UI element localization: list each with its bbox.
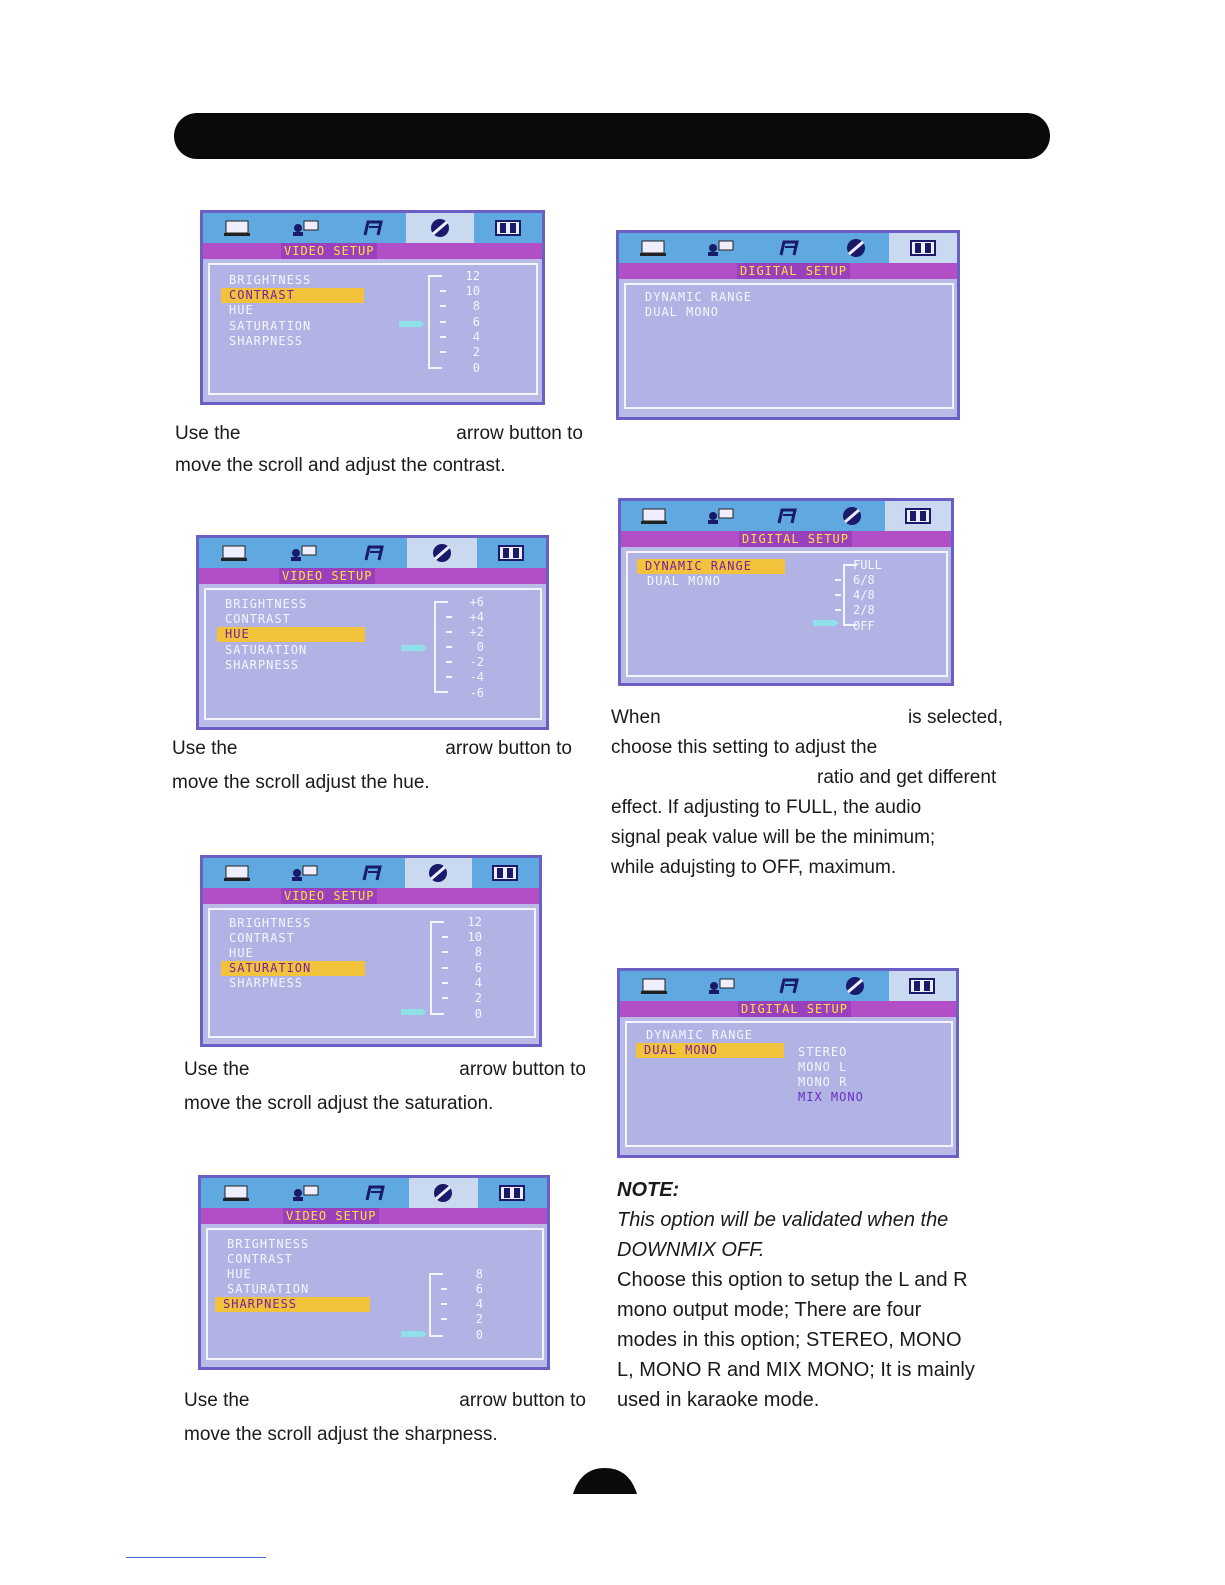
menu-item-saturation[interactable]: SATURATION — [225, 643, 308, 657]
color-disc-icon — [406, 213, 474, 243]
scale-value: +6 — [469, 595, 484, 609]
dolby-icon — [478, 1178, 547, 1208]
setup-icon-bar — [199, 538, 546, 568]
note-section: NOTE: This option will be validated when the DOWNMIX OFF. Choose this option to setup the L and R mono output mode; There are four modes in this option; STEREO, MONO L, MONO R and MIX MONO; It is mainly used in karaoke mode. — [617, 1175, 1019, 1415]
menu-item-dual-mono[interactable]: DUAL MONO — [645, 305, 720, 319]
screen-title: VIDEO SETUP — [281, 243, 377, 259]
video-setup-screen-sharpness — [198, 1175, 550, 1370]
dolby-icon — [474, 213, 542, 243]
scale-value: FULL — [853, 558, 882, 572]
menu-item-contrast[interactable]: CONTRAST — [229, 931, 295, 945]
scroll-pointer-icon[interactable] — [401, 1330, 427, 1338]
scale-value: 8 — [475, 1267, 483, 1281]
scale-value: 6 — [474, 961, 482, 975]
menu-item-dynamic-range[interactable]: DYNAMIC RANGE — [646, 1028, 753, 1042]
menu-item-dynamic-range[interactable]: DYNAMIC RANGE — [645, 290, 752, 304]
video-setup-screen-contrast — [200, 210, 545, 405]
dolby-icon — [889, 233, 957, 263]
speaker-person-icon — [687, 501, 753, 531]
menu-item-hue[interactable]: HUE — [227, 1267, 252, 1281]
scroll-pointer-icon[interactable] — [813, 619, 839, 627]
scale-value: 0 — [472, 361, 480, 375]
scale-value: 4 — [475, 1297, 483, 1311]
screen-title: DIGITAL SETUP — [739, 531, 852, 547]
scale-value: +2 — [469, 625, 484, 639]
setup-icon-bar — [620, 971, 956, 1001]
option-mix-mono[interactable]: MIX MONO — [798, 1090, 864, 1104]
scale-value: 2 — [474, 991, 482, 1005]
menu-item-hue[interactable]: HUE — [229, 303, 254, 317]
color-disc-icon — [822, 233, 890, 263]
caption-sharpness: Use the arrow button to move the scroll adjust the sharpness. — [184, 1390, 586, 1445]
music-note-icon — [337, 858, 404, 888]
scale-value: 6 — [475, 1282, 483, 1296]
speaker-person-icon — [270, 1178, 339, 1208]
option-mono-l[interactable]: MONO L — [798, 1060, 848, 1074]
monitor-icon — [201, 1178, 270, 1208]
dolby-icon — [885, 501, 951, 531]
menu-item-sharpness[interactable]: SHARPNESS — [215, 1297, 370, 1312]
menu-item-contrast[interactable]: CONTRAST — [227, 1252, 293, 1266]
scale-value: 2/8 — [853, 603, 875, 617]
screen-title: VIDEO SETUP — [283, 1208, 379, 1224]
caption-dynamic-range: When is selected, choose this setting to adjust the ratio and get different effect. If adjusting to FULL, the audio signal peak value will be the minimum; while adujsting to OFF, maximum. — [611, 707, 1003, 878]
scale-value: 8 — [472, 299, 480, 313]
menu-item-saturation[interactable]: SATURATION — [221, 961, 365, 976]
color-disc-icon — [409, 1178, 478, 1208]
menu-item-contrast[interactable]: CONTRAST — [225, 612, 291, 626]
color-disc-icon — [822, 971, 889, 1001]
scale-value: 10 — [467, 930, 482, 944]
monitor-icon — [619, 233, 687, 263]
menu-item-hue[interactable]: HUE — [217, 627, 365, 642]
speaker-person-icon — [270, 858, 337, 888]
scroll-pointer-icon[interactable] — [399, 320, 425, 328]
video-setup-screen-hue — [196, 535, 549, 730]
color-disc-icon — [819, 501, 885, 531]
menu-item-saturation[interactable]: SATURATION — [229, 319, 312, 333]
screen-title: VIDEO SETUP — [281, 888, 377, 904]
scale-value: 8 — [474, 945, 482, 959]
video-setup-screen-saturation — [200, 855, 542, 1047]
caption-contrast: Use the arrow button to move the scroll and adjust the contrast. — [175, 423, 583, 476]
speaker-person-icon — [687, 971, 754, 1001]
footer-line — [126, 1557, 266, 1558]
caption-hue: Use the arrow button to move the scroll adjust the hue. — [172, 738, 572, 793]
scale-value: 6 — [472, 315, 480, 329]
setup-icon-bar — [201, 1178, 547, 1208]
digital-setup-screen-main — [616, 230, 960, 420]
menu-item-sharpness[interactable]: SHARPNESS — [229, 976, 304, 990]
menu-item-dual-mono[interactable]: DUAL MONO — [636, 1043, 784, 1058]
scale-value: 0 — [475, 1328, 483, 1342]
color-disc-icon — [407, 538, 476, 568]
color-disc-icon — [405, 858, 472, 888]
menu-item-brightness[interactable]: BRIGHTNESS — [229, 273, 312, 287]
scale-value: OFF — [853, 619, 875, 633]
speaker-person-icon — [268, 538, 337, 568]
scale-value: 0 — [474, 1007, 482, 1021]
screen-title: DIGITAL SETUP — [738, 1001, 851, 1017]
music-note-icon — [339, 1178, 408, 1208]
section-header-bar — [174, 113, 1050, 159]
music-note-icon — [754, 971, 821, 1001]
scale-value: -4 — [469, 670, 484, 684]
screen-title: DIGITAL SETUP — [737, 263, 850, 279]
digital-setup-screen-dynamic-range — [618, 498, 954, 686]
music-note-icon — [338, 538, 407, 568]
digital-setup-screen-dual-mono — [617, 968, 959, 1158]
setup-icon-bar — [619, 233, 957, 263]
scale-value: 12 — [465, 269, 480, 283]
dolby-icon — [472, 858, 539, 888]
music-note-icon — [339, 213, 407, 243]
menu-item-contrast[interactable]: CONTRAST — [221, 288, 364, 303]
monitor-icon — [621, 501, 687, 531]
menu-item-dual-mono[interactable]: DUAL MONO — [647, 574, 722, 588]
page-number-tab — [573, 1468, 637, 1494]
scale-value: 4/8 — [853, 588, 875, 602]
setup-icon-bar — [203, 858, 539, 888]
scale-value: 4 — [474, 976, 482, 990]
dolby-icon — [889, 971, 956, 1001]
scale-value: -6 — [469, 686, 484, 700]
note-heading: NOTE: — [617, 1179, 680, 1201]
monitor-icon — [199, 538, 268, 568]
music-note-icon — [754, 233, 822, 263]
scale-value: -2 — [469, 655, 484, 669]
scale-value: 6/8 — [853, 573, 875, 587]
scale-value: 2 — [472, 345, 480, 359]
monitor-icon — [620, 971, 687, 1001]
monitor-icon — [203, 858, 270, 888]
scroll-pointer-icon[interactable] — [401, 644, 427, 652]
menu-item-brightness[interactable]: BRIGHTNESS — [227, 1237, 310, 1251]
speaker-person-icon — [271, 213, 339, 243]
monitor-icon — [203, 213, 271, 243]
dolby-icon — [477, 538, 546, 568]
menu-item-saturation[interactable]: SATURATION — [227, 1282, 310, 1296]
music-note-icon — [753, 501, 819, 531]
menu-item-hue[interactable]: HUE — [229, 946, 254, 960]
menu-item-brightness[interactable]: BRIGHTNESS — [225, 597, 308, 611]
menu-item-brightness[interactable]: BRIGHTNESS — [229, 916, 312, 930]
scale-value: 12 — [467, 915, 482, 929]
option-mono-r[interactable]: MONO R — [798, 1075, 848, 1089]
setup-icon-bar — [621, 501, 951, 531]
menu-item-sharpness[interactable]: SHARPNESS — [229, 334, 304, 348]
setup-icon-bar — [203, 213, 542, 243]
scale-value: 10 — [465, 284, 480, 298]
scale-value: +4 — [469, 610, 484, 624]
speaker-person-icon — [687, 233, 755, 263]
screen-title: VIDEO SETUP — [279, 568, 375, 584]
scale-value: 2 — [475, 1312, 483, 1326]
caption-saturation: Use the arrow button to move the scroll adjust the saturation. — [184, 1059, 586, 1114]
option-stereo[interactable]: STEREO — [798, 1045, 848, 1059]
scale-value: 0 — [476, 640, 484, 654]
menu-item-dynamic-range[interactable]: DYNAMIC RANGE — [637, 559, 785, 574]
menu-item-sharpness[interactable]: SHARPNESS — [225, 658, 300, 672]
scale-value: 4 — [472, 330, 480, 344]
scroll-pointer-icon[interactable] — [401, 1008, 427, 1016]
